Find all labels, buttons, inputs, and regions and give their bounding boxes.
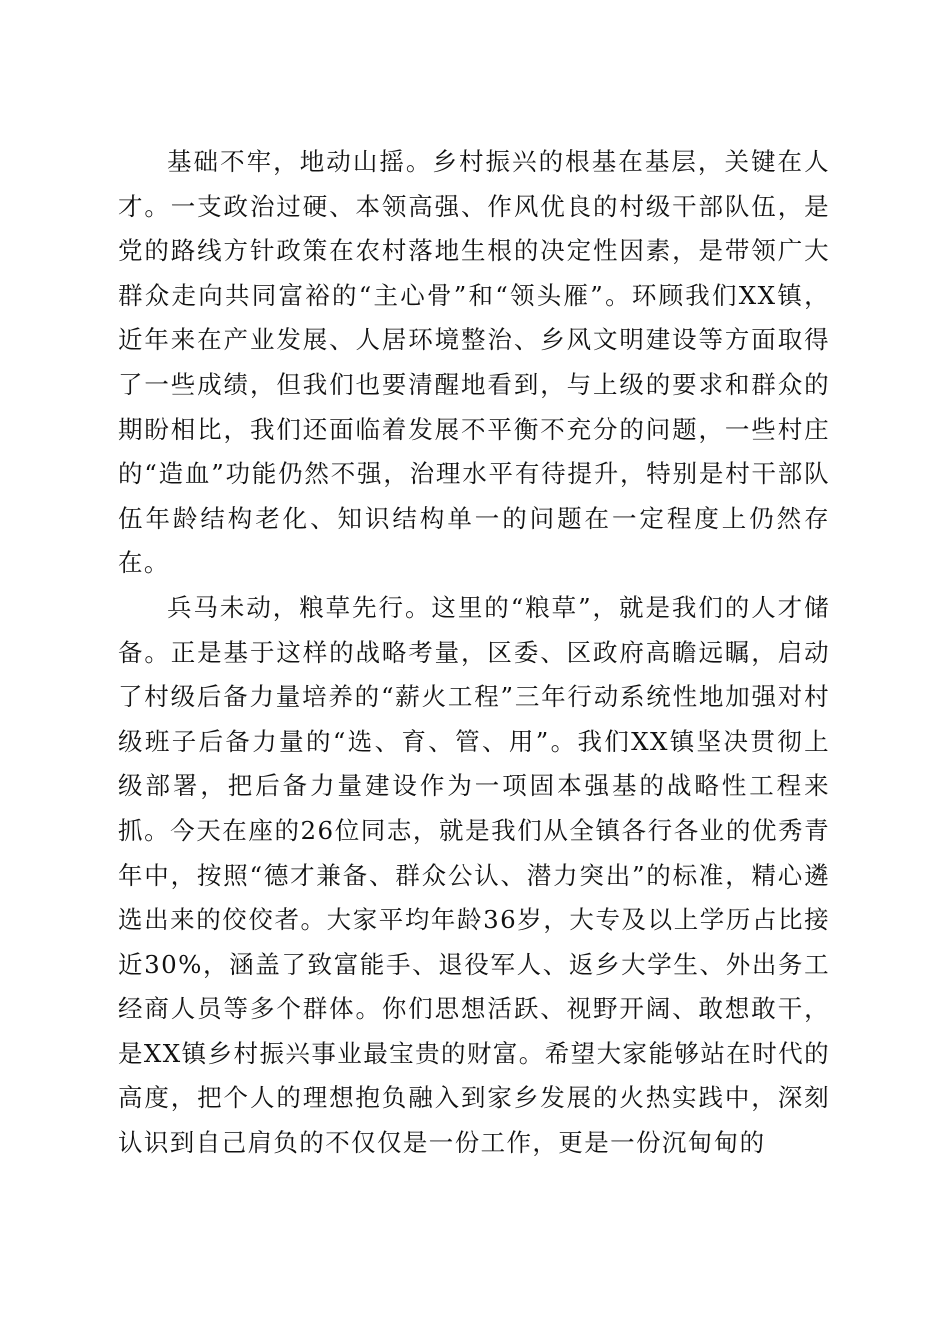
document-body <box>118 140 830 1166</box>
paragraph-2: 兵马未动，粮草先行。这里的“粮草”，就是我们的人才储备。正是基于这样的战略考量，区委、区政府高瞻远瞩，启动了村级后备力量培养的“薪火工程”三年行动系统性地加强对村级班子后备力量的“选、育、管、用”。我们XX镇坚决贯彻上级部署，把后备力量建设作为一项固本强基的战略性工程来抓。今天在座的26位同志，就是我们从全镇各行各业的优秀青年中，按照“德才兼备、群众公认、潜力突出”的标准，精心遴选出来的佼佼者。大家平均年龄36岁，大专及以上学历占比接近30%，涵盖了致富能手、退役军人、返乡大学生、外出务工经商人员等多个群体。你们思想活跃、视野开阔、敢想敢干，是XX镇乡村振兴事业最宝贵的财富。希望大家能够站在时代的高度，把个人的理想抱负融入到家乡发展的火热实践中，深刻认识到自己肩负的不仅仅是一份工作，更是一份沉甸甸的 <box>118 592 830 1158</box>
paragraph-1: 基础不牢，地动山摇。乡村振兴的根基在基层，关键在人才。一支政治过硬、本领高强、作风优良的村级干部队伍，是党的路线方针政策在农村落地生根的决定性因素，是带领广大群众走向共同富裕的“主心骨”和“领头雁”。环顾我们XX镇，近年来在产业发展、人居环境整治、乡风文明建设等方面取得了一些成绩，但我们也要清醒地看到，与上级的要求和群众的期盼相比，我们还面临着发展不平衡不充分的问题，一些村庄的“造血”功能仍然不强，治理水平有待提升，特别是村干部队伍年龄结构老化、知识结构单一的问题在一定程度上仍然存在。 <box>118 147 830 578</box>
